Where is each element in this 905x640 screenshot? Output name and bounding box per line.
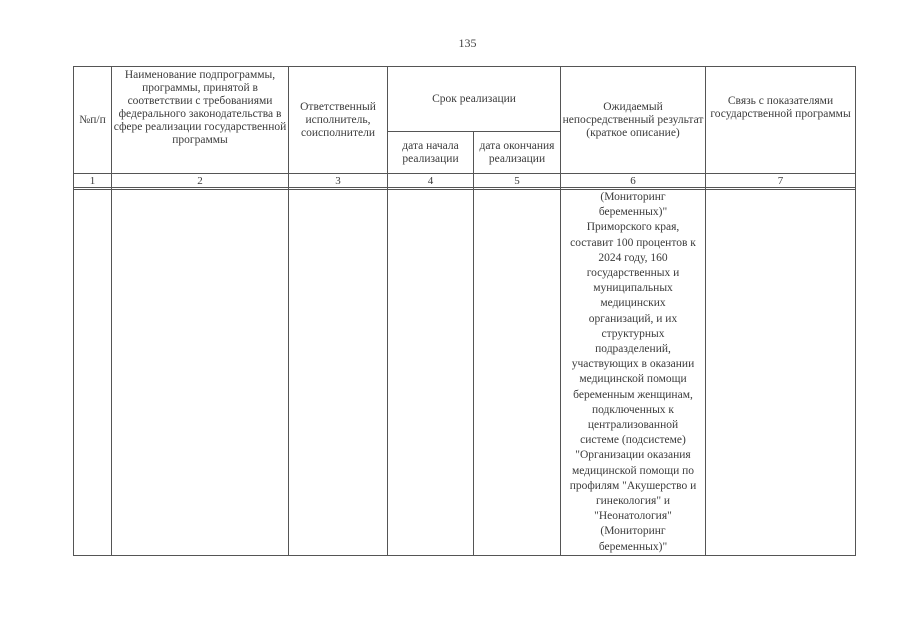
result-line: беременных)" xyxy=(598,206,668,219)
header-indicators-link: Связь с показателями государственной программы xyxy=(706,67,856,174)
result-line: подключенных к xyxy=(591,403,675,416)
result-line: беременных)" xyxy=(598,540,668,553)
header-term: Срок реализации xyxy=(388,67,561,132)
result-line: государственных и xyxy=(586,267,680,280)
header-expected-result: Ожидаемый непосредственный результат (краткое описание) xyxy=(561,67,706,174)
column-number: 2 xyxy=(112,174,289,188)
result-line: медицинских xyxy=(600,297,666,310)
column-number: 6 xyxy=(561,174,706,188)
result-line: (Мониторинг xyxy=(600,525,666,538)
result-line: участвующих в оказании xyxy=(571,358,695,371)
cell-start-date xyxy=(388,190,474,556)
result-line: организаций, и их xyxy=(588,312,678,325)
header-responsible: Ответственный исполнитель, соисполнители xyxy=(289,67,388,174)
result-line: централизованной xyxy=(587,419,679,432)
cell-subprogram-name xyxy=(112,190,289,556)
result-line: муниципальных xyxy=(593,282,673,295)
cell-end-date xyxy=(474,190,561,556)
header-subprogram-name: Наименование подпрограммы, программы, принятой в соответствии с требованиями федерального законодательства в сфере реализации государственной программы xyxy=(112,67,289,174)
column-number-row xyxy=(74,174,856,188)
column-number: 5 xyxy=(474,174,561,188)
result-line: беременным женщинам, xyxy=(573,388,693,401)
header-row-1 xyxy=(74,67,856,132)
page-number: 135 xyxy=(458,36,477,50)
cell-responsible xyxy=(289,190,388,556)
table-row xyxy=(74,190,856,556)
result-line: "Неонатология" xyxy=(594,510,672,523)
header-number: №п/п xyxy=(74,67,112,174)
column-number: 7 xyxy=(706,174,856,188)
cell-expected-result xyxy=(561,190,706,556)
result-line: составит 100 процентов к xyxy=(570,236,696,249)
result-line: профилям "Акушерство и xyxy=(569,479,697,492)
result-line: (Мониторинг xyxy=(600,191,666,203)
header-end-date: дата окончания реализации xyxy=(474,132,561,174)
column-number: 3 xyxy=(289,174,388,188)
result-line: подразделений, xyxy=(595,343,671,356)
result-line: медицинской помощи xyxy=(579,373,687,386)
result-line: структурных xyxy=(601,327,665,340)
column-number: 4 xyxy=(388,174,474,188)
result-line: 2024 году, 160 xyxy=(598,251,668,264)
cell-indicators-link xyxy=(706,190,856,556)
header-start-date: дата начала реализации xyxy=(388,132,474,174)
cell-number xyxy=(74,190,112,556)
result-line: Приморского края, xyxy=(586,221,680,234)
result-line: "Организации оказания xyxy=(575,449,691,462)
result-line: медицинской помощи по xyxy=(571,464,695,477)
column-number: 1 xyxy=(74,174,112,188)
program-table xyxy=(73,66,856,556)
result-line: гинекология" и xyxy=(595,495,671,508)
result-line: системе (подсистеме) xyxy=(580,434,686,447)
